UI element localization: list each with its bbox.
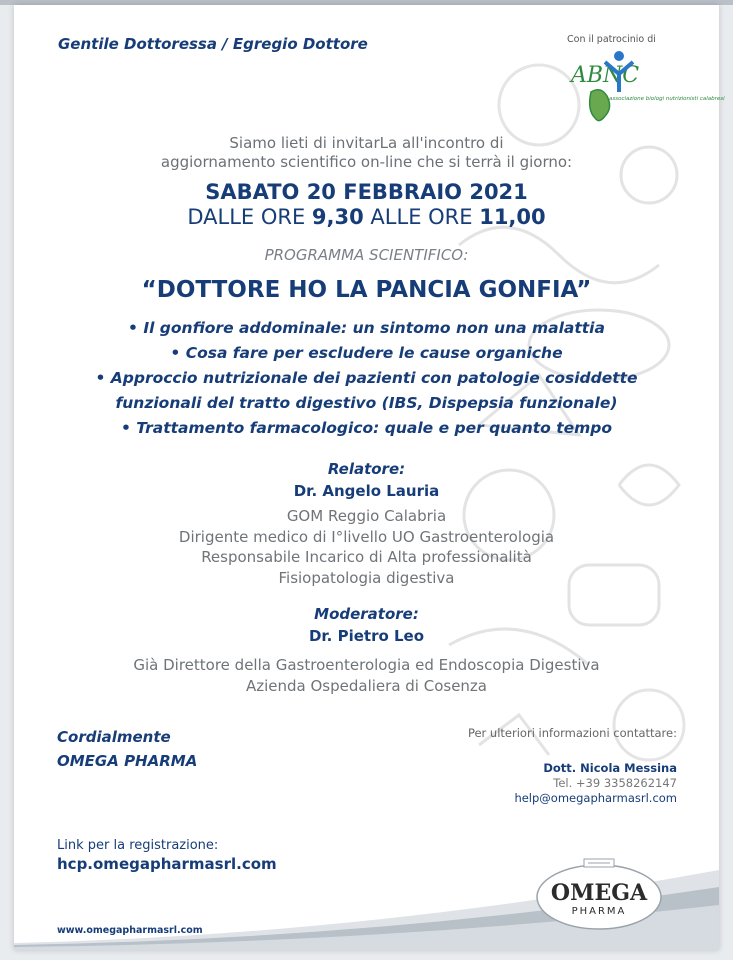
topic-item: • Cosa fare per escludere le cause organiche xyxy=(170,344,563,362)
contact-email[interactable]: help@omegapharmasrl.com xyxy=(514,791,677,805)
contact-label: Per ulteriori informazioni contattare: xyxy=(467,726,677,740)
end-time: 11,00 xyxy=(479,205,546,229)
registration-link[interactable]: hcp.omegapharmasrl.com xyxy=(57,855,277,873)
pharma-logo-word: PHARMA xyxy=(571,906,627,917)
speaker-role: Relatore: xyxy=(327,460,406,478)
time-prefix: DALLE ORE xyxy=(187,205,312,229)
registration-label: Link per la registrazione: xyxy=(57,838,219,853)
affiliation-line: Azienda Ospedaliera di Cosenza xyxy=(245,676,488,695)
moderator-name: Dr. Pietro Leo xyxy=(308,627,425,645)
contact-phone: Tel. +39 3358262147 xyxy=(553,776,677,790)
affiliation-line: Già Direttore della Gastroenterologia ed Endoscopia Digestiva xyxy=(133,656,600,674)
abnc-association-logo xyxy=(569,48,725,132)
closing xyxy=(57,725,197,773)
speaker-name: Dr. Angelo Lauria xyxy=(293,482,440,500)
topics-list xyxy=(14,316,719,441)
contact-name: Dott. Nicola Messina xyxy=(543,761,677,775)
intro-line-1: Siamo lieti di invitarLa all'incontro di xyxy=(229,134,504,152)
closing-line-2: OMEGA PHARMA xyxy=(57,752,198,770)
event-title: “DOTTORE HO LA PANCIA GONFIA” xyxy=(141,277,592,303)
affiliation-line: Dirigente medico di I°livello UO Gastroenterologia xyxy=(178,527,555,546)
affiliation-line: Responsabile Incarico di Alta professionalità xyxy=(201,548,532,566)
patronage-label: Con il patrocinio di xyxy=(567,34,656,45)
topic-item: • Il gonfiore addominale: un sintomo non una malattia xyxy=(128,319,605,337)
abnc-logo-caption: associazione biologi nutrizionisti calabresi xyxy=(609,96,725,102)
intro-text xyxy=(14,134,719,172)
abnc-logo-letters: ABNC xyxy=(571,63,640,88)
event-time xyxy=(14,205,719,229)
moderator-role: Moderatore: xyxy=(314,605,419,623)
topic-item: • Approccio nutrizionale dei pazienti con patologie cosiddette xyxy=(95,369,638,387)
salutation: Gentile Dottoressa / Egregio Dottore xyxy=(58,35,368,53)
event-date: SABATO 20 FEBBRAIO 2021 xyxy=(205,180,528,204)
start-time: 9,30 xyxy=(311,205,364,229)
affiliation-line: GOM Reggio Calabria xyxy=(286,507,447,525)
affiliation-line: Fisiopatologia digestiva xyxy=(278,568,455,587)
topic-item: • Trattamento farmacologico: quale e per quanto tempo xyxy=(120,419,613,437)
omega-pharma-logo xyxy=(534,855,664,935)
moderator-affiliation xyxy=(14,655,719,696)
topic-item: funzionali del tratto digestivo (IBS, Dispepsia funzionale) xyxy=(115,394,618,412)
contact-block xyxy=(514,761,677,806)
footer-website[interactable]: www.omegapharmasrl.com xyxy=(57,925,203,936)
speaker-affiliation xyxy=(14,506,719,588)
time-middle: ALLE ORE xyxy=(363,205,480,229)
omega-logo-word: OMEGA xyxy=(550,880,648,906)
closing-line-1: Cordialmente xyxy=(57,728,171,746)
intro-line-2: aggiornamento scientifico on-line che si terrà il giorno: xyxy=(160,153,573,171)
program-label: PROGRAMMA SCIENTIFICO: xyxy=(264,246,469,264)
invitation-sheet xyxy=(14,5,725,950)
